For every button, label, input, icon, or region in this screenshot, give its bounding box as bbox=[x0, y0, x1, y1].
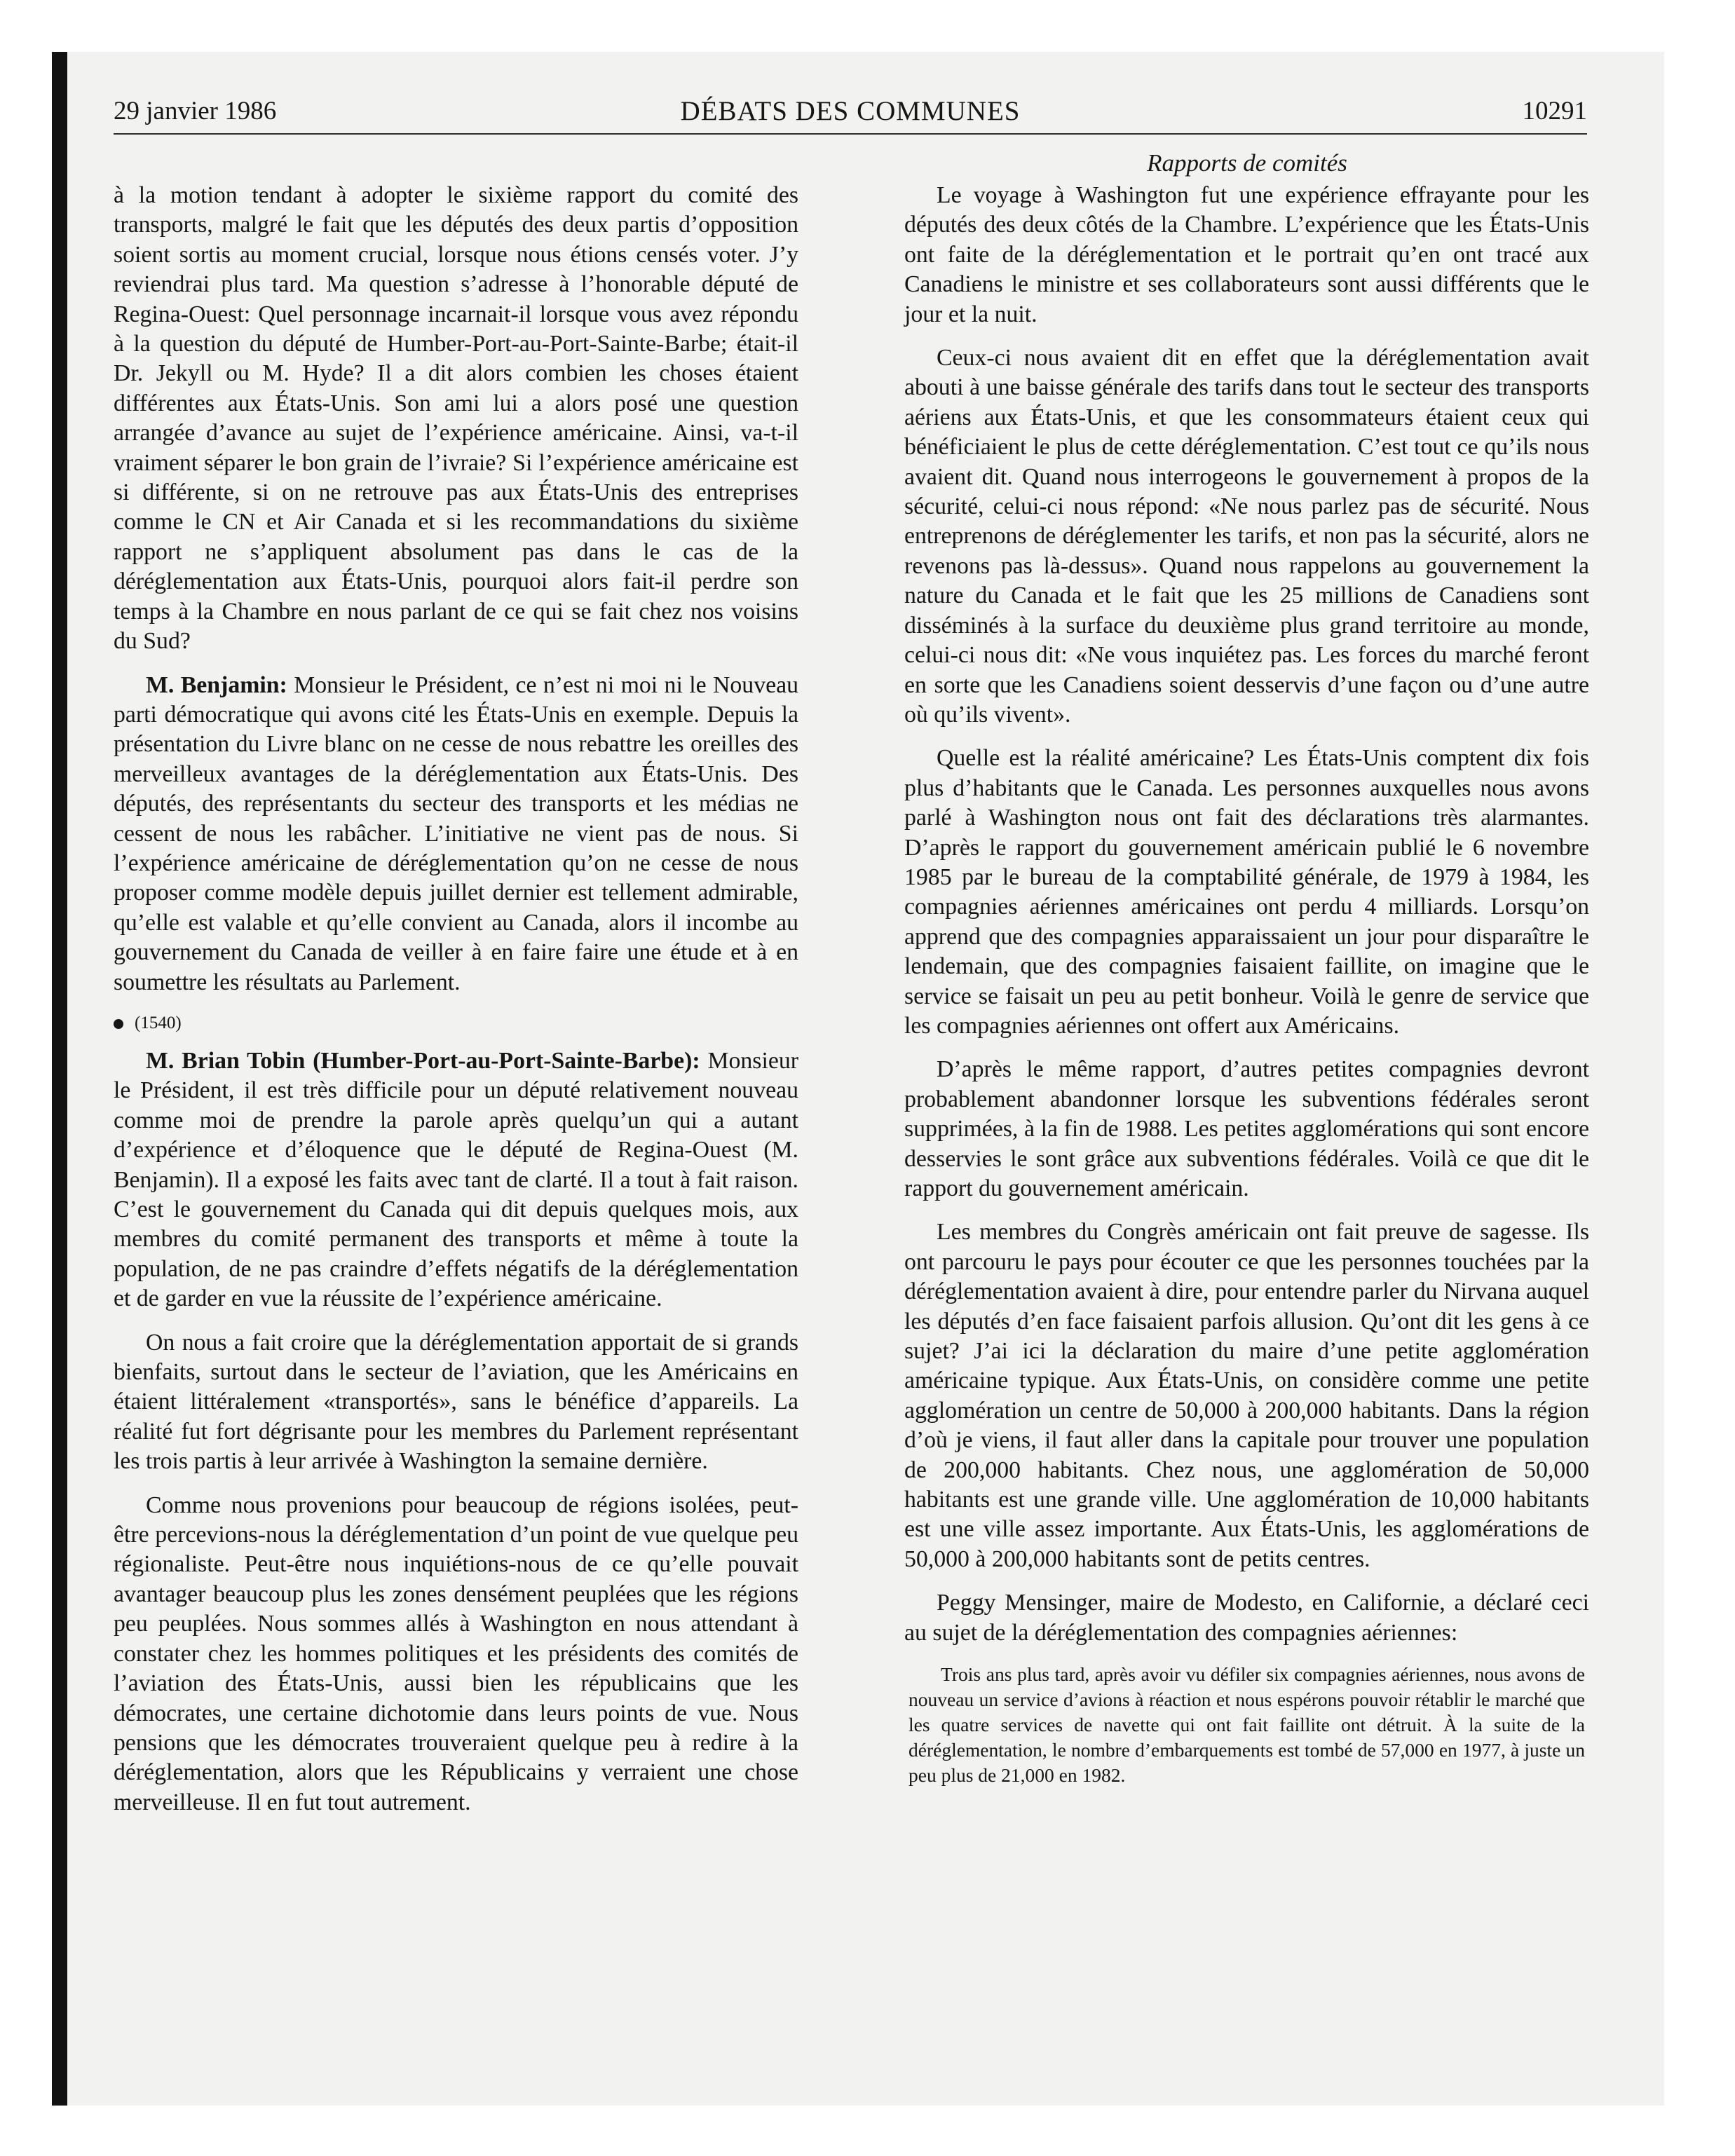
time-marker bbox=[114, 1011, 798, 1035]
left-column bbox=[114, 181, 798, 1831]
right-column bbox=[904, 181, 1589, 1802]
time-marker-text: (1540) bbox=[135, 1013, 182, 1032]
speaker-name: M. Brian Tobin (Humber-Port-au-Port-Sainte-Barbe): bbox=[146, 1047, 700, 1074]
bullet-icon bbox=[114, 1019, 123, 1029]
paragraph bbox=[114, 1046, 798, 1314]
paragraph: On nous a fait croire que la déréglementation apportait de si grands bienfaits, surtout dans le secteur de l’aviation, que les Américains en étaient littéralement «transportés», sans le bénéfice d’appareils. La réalité fut fort dégrisante pour les membres du Parlement représentant les trois partis à leur arrivée à Washington la semaine dernière. bbox=[114, 1329, 798, 1475]
page-number: 10291 bbox=[1522, 97, 1587, 125]
paragraph: Comme nous provenions pour beaucoup de régions isolées, peut-être percevions-nous la déréglementation d’un point de vue quelque peu régionaliste. Peut-être nous inquiétions-nous de ce qu’elle pouvait avantager beaucoup plus les zones densément peuplées que les régions peu peuplées. Nous sommes allés à Washington en nous attendant à constater chez les hommes politiques et les présidents des comités de l’aviation des États-Unis, aussi bien les républicains que les démocrates, une certaine dichotomie dans leurs points de vue. Nous pensions que les démocrates trouveraient quelque peu à redire à la déréglementation, alors que les Républicains y verraient une chose merveilleuse. Il en fut tout autrement. bbox=[114, 1492, 798, 1815]
speech-text: Monsieur le Président, ce n’est ni moi ni le Nouveau parti démocratique qui avons cité les États-Unis en exemple. Depuis la présentation du Livre blanc on ne cesse de nous rebattre les oreilles des merveilleux avantages de la déréglementation aux États-Unis. Des députés, des représentants du secteur des transports et les médias ne cessent de nous les rabâcher. L’initiative ne vient pas de nous. Si l’expérience américaine de déréglementation qu’on ne cesse de nous proposer comme modèle depuis juillet dernier est tellement admirable, qu’elle est valable et qu’elle convient au Canada, alors il incombe au gouvernement du Canada de veiller à en faire faire une étude et à en soumettre les résultats au Parlement. bbox=[114, 671, 798, 995]
running-head: Rapports de comités bbox=[1147, 149, 1347, 177]
header-date: 29 janvier 1986 bbox=[114, 97, 277, 125]
speech-text: Monsieur le Président, il est très difficile pour un député relativement nouveau comme moi de prendre la parole après quelqu’un qui a autant d’expérience et d’éloquence que le député de Regina-Ouest (M. Benjamin). Il a exposé les faits avec tant de clarté. Il a tout à fait raison. C’est le gouvernement du Canada qui dit depuis quelques mois, aux membres du comité permanent des transports et même à toute la population, de ne pas craindre d’effets négatifs de la déréglementation et de garder en vue la réussite de l’expérience américaine. bbox=[114, 1047, 798, 1312]
block-quote: Trois ans plus tard, après avoir vu défiler six compagnies aériennes, nous avons de nouveau un service d’avions à réaction et nous espérons pouvoir rétablir le marché que les quatre services de navette qui ont fait faillite ont détruit. À la suite de la déréglementation, le nombre d’embarquements est tombé de 57,000 en 1977, à juste un peu plus de 21,000 en 1982. bbox=[909, 1663, 1585, 1787]
paragraph: Peggy Mensinger, maire de Modesto, en Californie, a déclaré ceci au sujet de la déréglementation des compagnies aériennes: bbox=[904, 1590, 1589, 1646]
paragraph: Quelle est la réalité américaine? Les États-Unis comptent dix fois plus d’habitants que le Canada. Les personnes auxquelles nous avons parlé à Washington nous ont fait des déclarations très alarmantes. D’après le rapport du gouvernement américain publié le 6 novembre 1985 par le bureau de la comptabilité générale, de 1979 à 1984, les compagnies aériennes américaines ont perdu 4 milliards. Lorsqu’on apprend que des compagnies apparaissaient un jour pour disparaître le lendemain, que des compagnies faisaient faillite, on imagine que le service se faisait un peu au petit bonheur. Voilà le genre de service que les compagnies aériennes ont offert aux Américains. bbox=[904, 745, 1589, 1039]
page-header bbox=[114, 90, 1587, 133]
paragraph: Le voyage à Washington fut une expérience effrayante pour les députés des deux côtés de la Chambre. L’expérience que les États-Unis ont faite de la déréglementation et le portrait qu’en ont tracé aux Canadiens le ministre et ses collaborateurs sont aussi différents que le jour et la nuit. bbox=[904, 182, 1589, 327]
paragraph: Les membres du Congrès américain ont fait preuve de sagesse. Ils ont parcouru le pays pour écouter ce que les personnes touchées par la déréglementation avaient à dire, pour entendre parler du Nirvana auquel les députés d’en face faisaient parfois allusion. Qu’ont dit les gens à ce sujet? J’ai ici la déclaration du maire d’une petite agglomération américaine typique. Aux États-Unis, on considère comme une petite agglomération un centre de 50,000 à 200,000 habitants. Dans la région d’où je viens, il faut aller dans la capitale pour trouver une population de 200,000 habitants. Chez nous, une agglomération de 50,000 habitants est une grande ville. Une agglomération de 10,000 habitants est une ville assez importante. Aux États-Unis, les agglomérations de 50,000 à 200,000 habitants sont de petits centres. bbox=[904, 1219, 1589, 1572]
paragraph: D’après le même rapport, d’autres petites compagnies devront probablement abandonner lorsque les subventions fédérales seront supprimées, à la fin de 1988. Les petites agglomérations qui sont encore desservies le sont grâce aux subventions fédérales. Voilà ce que dit le rapport du gouvernement américain. bbox=[904, 1056, 1589, 1201]
paragraph: à la motion tendant à adopter le sixième rapport du comité des transports, malgré le fait que les députés des deux partis d’opposition soient sortis au moment crucial, lorsque nous étions censés voter. J’y reviendrai plus tard. Ma question s’adresse à l’honorable député de Regina-Ouest: Quel personnage incarnait-il lorsque vous avez répondu à la question du député de Humber-Port-au-Port-Sainte-Barbe; était-il Dr. Jekyll ou M. Hyde? Il a dit alors combien les choses étaient différentes aux États-Unis. Son ami lui a alors posé une question arrangée d’avance au sujet de l’expérience américaine. Ainsi, va-t-il vraiment séparer le bon grain de l’ivraie? Si l’expérience américaine est si différente, si on ne retrouve pas aux États-Unis des entreprises comme le CN et Air Canada et si les recommandations du sixième rapport ne s’appliquent absolument pas dans le cas de la déréglementation aux États-Unis, pourquoi alors fait-il perdre son temps à la Chambre en nous parlant de ce qui se fait chez nos voisins du Sud? bbox=[114, 182, 798, 655]
paragraph: Ceux-ci nous avaient dit en effet que la déréglementation avait abouti à une baisse générale des tarifs dans tout le secteur des transports aériens aux États-Unis, et que les consommateurs étaient ceux qui bénéficiaient le plus de cette déréglementation. C’est tout ce qu’ils nous avaient dit. Quand nous interrogeons le gouvernement à propos de la sécurité, celui-ci nous répond: «Ne nous parlez pas de sécurité. Nous entreprenons de déréglementer les tarifs, et non pas la sécurité, alors ne revenons pas là-dessus». Quand nous rappelons au gouvernement la nature du Canada et le fait que les 25 millions de Canadiens sont disséminés à la surface du deuxième plus grand territoire au monde, celui-ci nous dit: «Ne vous inquiétez pas. Les forces du marché feront en sorte que les Canadiens soient desservis d’une façon ou d’une autre où qu’ils vivent». bbox=[904, 345, 1589, 728]
speaker-name: M. Benjamin: bbox=[146, 671, 287, 698]
header-title: DÉBATS DES COMMUNES bbox=[680, 96, 1021, 126]
binding-edge bbox=[52, 52, 67, 2106]
paragraph bbox=[114, 671, 798, 997]
header-rule bbox=[114, 133, 1587, 135]
